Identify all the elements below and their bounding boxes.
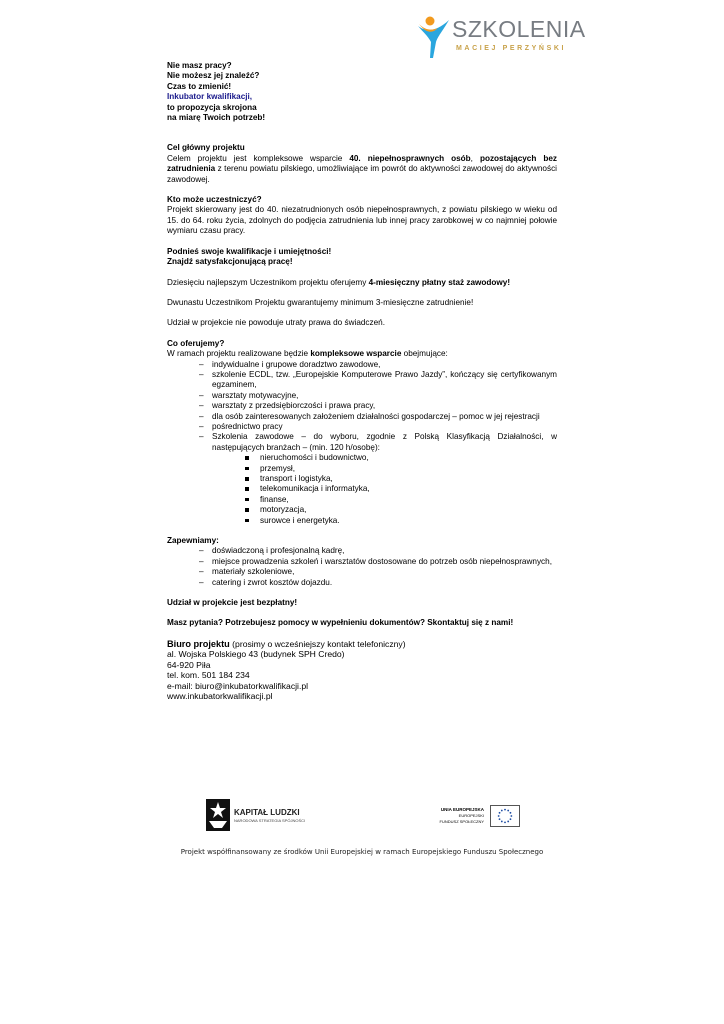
free-section bbox=[167, 598, 557, 608]
szkolenia-logo bbox=[416, 14, 586, 60]
list-item: – Szkolenia zawodowe – do wyboru, zgodnie z Polską Klasyfikacją Działalności, w następujących branżach – (min. 120 h/osobę): bbox=[167, 432, 557, 453]
office-title: Biuro projektu bbox=[167, 638, 230, 649]
office-city: 64-920 Piła bbox=[167, 659, 211, 670]
slogan-line: Znajdź satysfakcjonującą pracę! bbox=[167, 257, 293, 267]
list-item: finanse, bbox=[167, 495, 557, 505]
list-item: – warsztaty motywacyjne, bbox=[167, 391, 557, 401]
office-phone: tel. kom. 501 184 234 bbox=[167, 670, 250, 681]
intro-line-accent: Inkubator kwalifikacji, bbox=[167, 92, 253, 102]
list-item: – indywidualne i grupowe doradztwo zawodowe, bbox=[167, 360, 557, 370]
kapital-ludzki-emblem-icon bbox=[206, 799, 230, 831]
footer-note: Projekt współfinansowany ze środków Unii Europejskiej w ramach Europejskiego Funduszu Społecznego bbox=[180, 848, 544, 856]
office-website[interactable]: www.inkubatorkwalifikacji.pl bbox=[167, 690, 273, 701]
questions-section bbox=[167, 618, 557, 628]
section-heading: Kto może uczestniczyć? bbox=[167, 195, 262, 205]
eu-line: EUROPEJSKI bbox=[458, 813, 484, 818]
office-email[interactable]: e-mail: biuro@inkubatorkwalifikacji.pl bbox=[167, 680, 309, 691]
offer-section bbox=[167, 339, 557, 526]
eu-logo bbox=[430, 805, 522, 829]
list-item: – doświadczoną i profesjonalną kadrę, bbox=[167, 546, 557, 556]
eu-line: FUNDUSZ SPOŁECZNY bbox=[439, 819, 484, 824]
list-item: – pośrednictwo pracy bbox=[167, 422, 557, 432]
offer-list bbox=[167, 360, 557, 454]
list-item: telekomunikacja i informatyka, bbox=[167, 484, 557, 494]
kapital-ludzki-logo bbox=[206, 799, 316, 833]
intro-line: Nie masz pracy? bbox=[167, 61, 232, 70]
internship-section bbox=[167, 278, 557, 288]
figure-logo-icon bbox=[416, 14, 452, 60]
list-item: motoryzacja, bbox=[167, 505, 557, 515]
list-item: przemysł, bbox=[167, 464, 557, 474]
office-title-line bbox=[167, 639, 557, 649]
slogan-line: Podnieś swoje kwalifikacje i umiejętności! bbox=[167, 246, 332, 256]
list-item: – szkolenie ECDL, tzw. „Europejskie Komputerowe Prawo Jazdy”, kończący się certyfikowanym egzaminem, bbox=[167, 370, 557, 391]
branches-list bbox=[167, 453, 557, 526]
list-item: – miejsce prowadzenia szkoleń i warsztatów dostosowane do potrzeb osób niepełnosprawnych, bbox=[167, 557, 557, 567]
section-heading: Co oferujemy? bbox=[167, 338, 225, 348]
list-item: transport i logistyka, bbox=[167, 474, 557, 484]
list-item: – dla osób zainteresowanych założeniem działalności gospodarczej – pomoc w jej rejestracji bbox=[167, 412, 557, 422]
kl-subtitle: NARODOWA STRATEGIA SPÓJNOŚCI bbox=[234, 818, 306, 823]
eu-line: UNIA EUROPEJSKA bbox=[440, 807, 484, 812]
raise-section bbox=[167, 247, 557, 268]
guarantee-paragraph: Dwunastu Uczestnikom Projektu gwarantujemy minimum 3-miesięczne zatrudnienie! bbox=[167, 297, 474, 307]
eu-flag-icon bbox=[490, 805, 520, 827]
who-paragraph: Projekt skierowany jest do 40. niezatrudnionych osób niepełnosprawnych, z powiatu pilskiego w wieku od 15. do 64. roku życia, zdolnych do podjęcia zatrudnienia lub innej pracy zarobkowej w co najmniej połowie wymiaru czasu pracy. bbox=[167, 205, 557, 236]
intro-block bbox=[167, 61, 557, 123]
offer-intro: W ramach projektu realizowane będzie kompleksowe wsparcie obejmujące: bbox=[167, 349, 448, 359]
list-item: – catering i zwrot kosztów dojazdu. bbox=[167, 578, 557, 588]
list-item: surowce i energetyka. bbox=[167, 516, 557, 526]
intro-line: to propozycja skrojona bbox=[167, 102, 257, 112]
office-address: al. Wojska Polskiego 43 (budynek SPH Credo) bbox=[167, 649, 345, 660]
section-heading: Cel główny projektu bbox=[167, 143, 245, 153]
benefits-paragraph: Udział w projekcie nie powoduje utraty prawa do świadczeń. bbox=[167, 318, 385, 328]
goal-section bbox=[167, 143, 557, 185]
guarantee-section bbox=[167, 298, 557, 308]
list-item: – materiały szkoleniowe, bbox=[167, 567, 557, 577]
office-note: (prosimy o wcześniejszy kontakt telefoniczny) bbox=[229, 638, 406, 649]
goal-paragraph: Celem projektu jest kompleksowe wsparcie 40. niepełnosprawnych osób, pozostających bez zatrudnienia z terenu powiatu pilskiego, umożliwiające im powrót do aktywności zawodowej do aktywności zawodowej. bbox=[167, 153, 557, 184]
ensure-section bbox=[167, 536, 557, 588]
list-item: nieruchomości i budownictwo, bbox=[167, 453, 557, 463]
logo-wordmark: SZKOLENIA bbox=[452, 16, 586, 42]
contact-prompt: Masz pytania? Potrzebujesz pomocy w wypełnieniu dokumentów? Skontaktuj się z nami! bbox=[167, 618, 514, 628]
intro-line: Nie możesz jej znaleźć? bbox=[167, 71, 260, 81]
free-notice: Udział w projekcie jest bezpłatny! bbox=[167, 598, 298, 608]
logo-subtitle: MACIEJ PERZYŃSKI bbox=[456, 45, 567, 52]
intro-line: na miarę Twoich potrzeb! bbox=[167, 113, 266, 123]
kl-title: KAPITAŁ LUDZKI bbox=[234, 808, 300, 817]
list-item: – warsztaty z przedsiębiorczości i prawa pracy, bbox=[167, 401, 557, 411]
document-body bbox=[167, 61, 557, 701]
intro-line: Czas to zmienić! bbox=[167, 81, 232, 91]
internship-paragraph: Dziesięciu najlepszym Uczestnikom projektu oferujemy 4-miesięczny płatny staż zawodowy! bbox=[167, 277, 511, 287]
section-heading: Zapewniamy: bbox=[167, 536, 219, 546]
who-section bbox=[167, 195, 557, 237]
benefits-section bbox=[167, 318, 557, 328]
ensure-list bbox=[167, 546, 557, 588]
office-contact bbox=[167, 639, 557, 701]
